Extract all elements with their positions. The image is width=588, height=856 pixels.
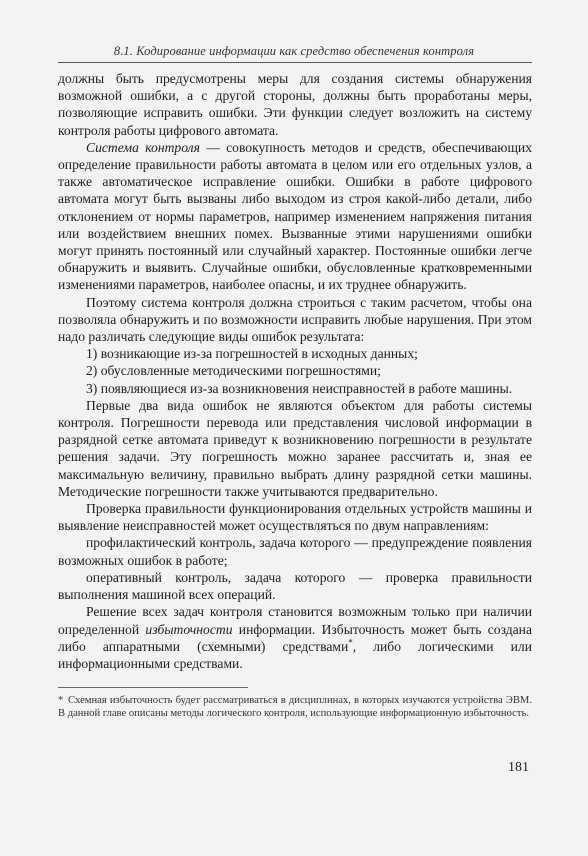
redundancy-text-a: Решение всех задач контроля становится возможным только при наличии определенной: [58, 604, 532, 637]
running-header: 8.1. Кодирование информации как средство обеспечения контроля: [113, 44, 475, 58]
footnote-mark: *: [58, 695, 64, 706]
redundancy-text-c: , либо логическими или информационными средствами.: [58, 638, 532, 671]
paragraph-continuation: должны быть предусмотрены меры для создания системы обнаружения возможной ошибки, а с другой стороны, должны быть проработаны меры, позволяющие исправить ошибки. Эти функции следует возложить на систему контроля работы цифрового автомата.: [58, 71, 532, 138]
body-text: [58, 70, 532, 672]
paragraph-verification: Проверка правильности функционирования отдельных устройств машины и выявление неисправностей может осуществляться по двум направлениям:: [58, 501, 532, 534]
redundancy-text-b: информации. Избыточность может быть создана либо аппаратными (схемными) средствами: [58, 621, 532, 654]
paragraph-operative-control: оперативный контроль, задача которого — проверка правильности выполнения машиной всех операций.: [58, 569, 532, 603]
paragraph-preventive-control: профилактический контроль, задача которого — предупреждение появления возможных ошибок в работе;: [58, 535, 532, 568]
paragraph-definition: [58, 139, 532, 294]
footnote-reference: *: [348, 637, 353, 648]
header-rule: [58, 62, 532, 63]
term-redundancy: избыточности: [145, 621, 233, 637]
definition-text: — совокупность методов и средств, обеспечивающих определение правильности работы автомата в целом или его отдельных узлов, а также автоматическое исправление ошибки. Ошибки в работе цифрового автомата могут быть вызваны либо выходом из строя какой-либо детали, либо отклонением от нормы параметров, например изменением напряжения питания или воздействием внешних помех. Вызванные этими нарушениями ошибки могут принять постоянный или случайный характер. Постоянные ошибки легче обнаружить и выявить. Случайные ошибки, обусловленные кратковременными изменениями параметров, наиболее опасны, и их труднее обнаружить.: [58, 139, 532, 293]
paragraph-first-two-types: Первые два вида ошибок не являются объектом для работы системы контроля. Погрешности перевода или представления числовой информации в разрядной сетке автомата приведут к возникновению погрешности в результате решения задачи. Эту погрешность можно заранее рассчитать и, зная ее максимальную величину, правильно выбрать длину разрядной сетки машины. Методические погрешности также учитываются предварительно.: [58, 397, 532, 499]
list-item-1: 1) возникающие из-за погрешностей в исходных данных;: [86, 346, 418, 362]
paragraph-redundancy: [58, 603, 532, 672]
page-number: 181: [508, 760, 529, 775]
footnote-text: Схемная избыточность будет рассматриваться в дисциплинах, в которых изучаются устройства ЭВМ. В данной главе описаны методы логического контроля, использующие информационную избыточность.: [58, 695, 532, 720]
footnote: [58, 694, 532, 721]
list-item-2: 2) обусловленные методическими погрешностями;: [86, 363, 381, 379]
term-control-system: Система контроля: [86, 139, 200, 155]
footnote-rule: [58, 687, 248, 688]
list-item-3: 3) появляющиеся из-за возникновения неисправностей в работе машины.: [86, 380, 513, 396]
paragraph-error-types-intro: Поэтому система контроля должна строиться с таким расчетом, чтобы она позволяла обнаружить и по возможности исправить любые нарушения. При этом надо различать следующие виды ошибок результата:: [58, 294, 532, 345]
